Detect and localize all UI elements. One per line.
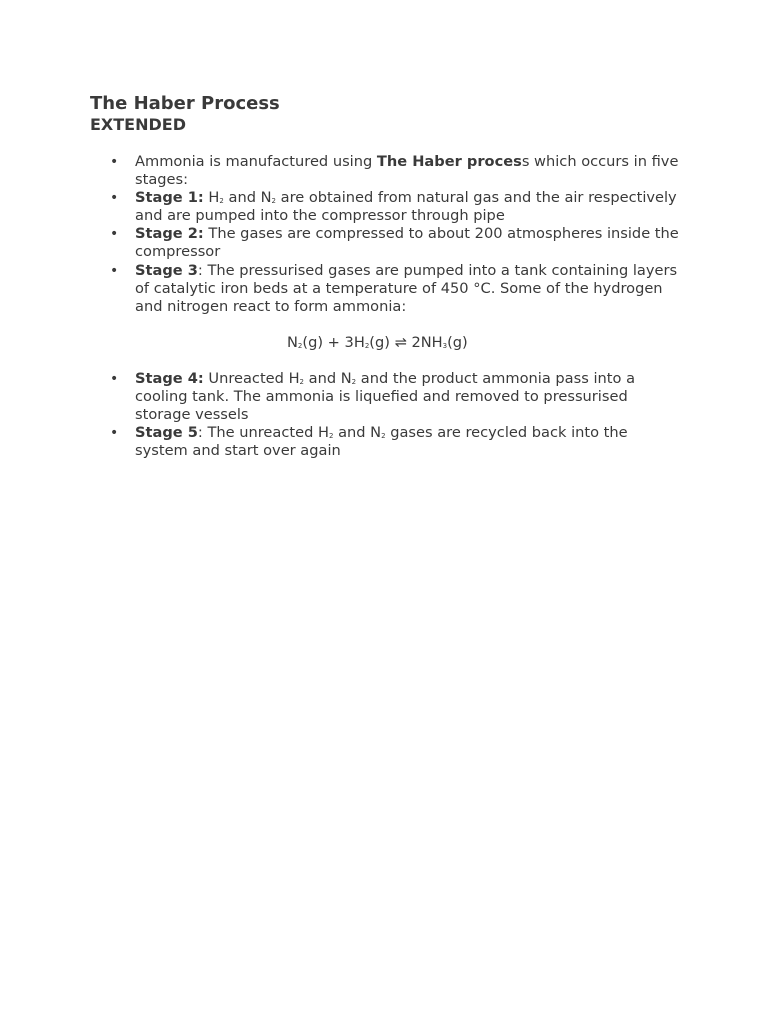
stage-1-text: and N	[223, 189, 272, 207]
equation-subscript: 2	[297, 341, 303, 350]
list-item-stage-3	[90, 262, 680, 316]
list-item-intro	[90, 153, 680, 189]
stages-list-top	[90, 153, 690, 316]
intro-text-post: s which occurs in five stages:	[135, 153, 679, 189]
stage-5-subscript: 2	[381, 432, 386, 441]
stage-1-text: H	[203, 189, 220, 207]
stage-4-text: and N	[304, 369, 352, 387]
stage-5-subscript: 2	[328, 432, 334, 441]
equation-part: (g) ⇌ 2NH	[369, 333, 443, 351]
stage-5-text: and N	[333, 424, 382, 442]
list-item-stage-5	[90, 424, 680, 460]
page-subtitle: EXTENDED	[90, 115, 186, 134]
equation-part: (g) + 3H	[302, 333, 365, 351]
bullet-icon: •	[110, 370, 119, 387]
stage-5-text: : The unreacted H	[197, 424, 329, 442]
intro-text-bold: The Haber proces	[376, 153, 522, 170]
page-title: The Haber Process	[90, 93, 280, 114]
bullet-icon: •	[110, 425, 119, 442]
stage-1-label: Stage 1:	[135, 189, 204, 207]
document-page	[90, 93, 690, 460]
list-item-stage-4	[90, 370, 680, 424]
bullet-icon: •	[110, 226, 119, 243]
equation-subscript: 3	[442, 341, 448, 350]
stages-list-bottom	[90, 370, 690, 460]
stage-5-text: gases are recycled back into the system and start over again	[135, 424, 628, 460]
stage-4-label: Stage 4:	[135, 369, 204, 387]
bullet-icon: •	[110, 262, 119, 279]
bullet-icon: •	[110, 190, 119, 207]
stage-4-subscript: 2	[351, 377, 357, 386]
list-item-stage-1	[90, 189, 680, 225]
stage-2-text: The gases are compressed to about 200 atmospheres inside the compressor	[135, 225, 679, 261]
stage-1-text: are obtained from natural gas and the air respectively and are pumped into the compressor through pipe	[135, 189, 677, 225]
equation-subscript: 2	[364, 341, 370, 350]
equation-part: (g)	[447, 333, 468, 351]
stage-2-label: Stage 2:	[135, 225, 204, 243]
stage-3-label: Stage 3	[135, 261, 198, 279]
stage-1-subscript: 2	[219, 197, 224, 206]
bullet-icon: •	[110, 154, 119, 170]
equation-part: N	[287, 333, 298, 351]
intro-text-pre: Ammonia is manufactured using	[135, 153, 377, 170]
stage-4-text: Unreacted H	[203, 369, 300, 387]
stage-5-label: Stage 5	[135, 424, 198, 442]
stage-4-subscript: 2	[299, 377, 305, 386]
stage-3-text: : The pressurised gases are pumped into a tank containing layers of catalytic iron beds at a temperature of 450 °C. Some of the hydrogen and nitrogen react to form ammonia:	[135, 261, 678, 315]
stage-4-text: and the product ammonia pass into a cooling tank. The ammonia is liquefied and removed to pressurised storage vessels	[135, 369, 636, 424]
reaction-equation	[90, 334, 690, 352]
stage-1-subscript: 2	[271, 197, 276, 206]
list-item-stage-2	[90, 225, 680, 261]
